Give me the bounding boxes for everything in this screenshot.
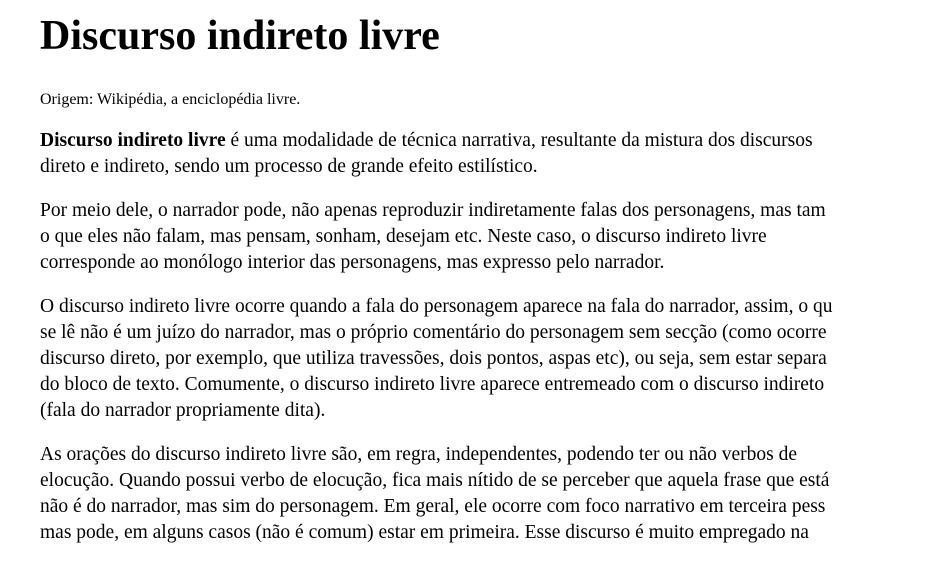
article-content [40, 12, 932, 546]
paragraph-line: (fala do narrador propriamente dita). [40, 400, 326, 421]
paragraph-line: corresponde ao monólogo interior das personagens, mas expresso pelo narrador. [40, 252, 665, 273]
paragraph-4 [40, 442, 932, 546]
paragraph-line: não é do narrador, mas sim do personagem. Em geral, ele ocorre com foco narrativo em terceira pess [40, 496, 826, 517]
paragraph-line: As orações do discurso indireto livre são, em regra, independentes, podendo ter ou não verbos de [40, 444, 798, 465]
paragraph-line: mas pode, em alguns casos (não é comum) estar em primeira. Esse discurso é muito empregado na [40, 522, 809, 543]
paragraph-line: direto e indireto, sendo um processo de grande efeito estilístico. [40, 156, 538, 177]
paragraph-line [40, 128, 932, 154]
paragraph-line: do bloco de texto. Comumente, o discurso indireto livre aparece entremeado com o discurso indireto [40, 374, 825, 395]
paragraph-line: O discurso indireto livre ocorre quando a fala do personagem aparece na fala do narrador, assim, o qu [40, 296, 833, 317]
paragraph-line: o que eles não falam, mas pensam, sonham, desejam etc. Neste caso, o discurso indireto livre [40, 226, 767, 247]
paragraph-line: se lê não é um juízo do narrador, mas o próprio comentário do personagem sem secção (como ocorre [40, 322, 827, 343]
paragraph-1 [40, 128, 932, 180]
page-title: Discurso indireto livre [40, 13, 440, 59]
paragraph-line: elocução. Quando possui verbo de elocução, fica mais nítido de se perceber que aquela frase que está [40, 470, 830, 491]
origin-note: Origem: Wikipédia, a enciclopédia livre. [40, 91, 301, 108]
paragraph-line: Por meio dele, o narrador pode, não apenas reproduzir indiretamente falas dos personagens, mas tam [40, 200, 826, 221]
paragraph-line: discurso direto, por exemplo, que utiliza travessões, dois pontos, aspas etc), ou seja, sem estar separa [40, 348, 827, 369]
paragraph-3 [40, 294, 932, 424]
line-text: é uma modalidade de técnica narrativa, resultante da mistura dos discursos [225, 130, 813, 151]
bold-term: Discurso indireto livre [40, 130, 226, 151]
paragraph-2 [40, 198, 932, 276]
